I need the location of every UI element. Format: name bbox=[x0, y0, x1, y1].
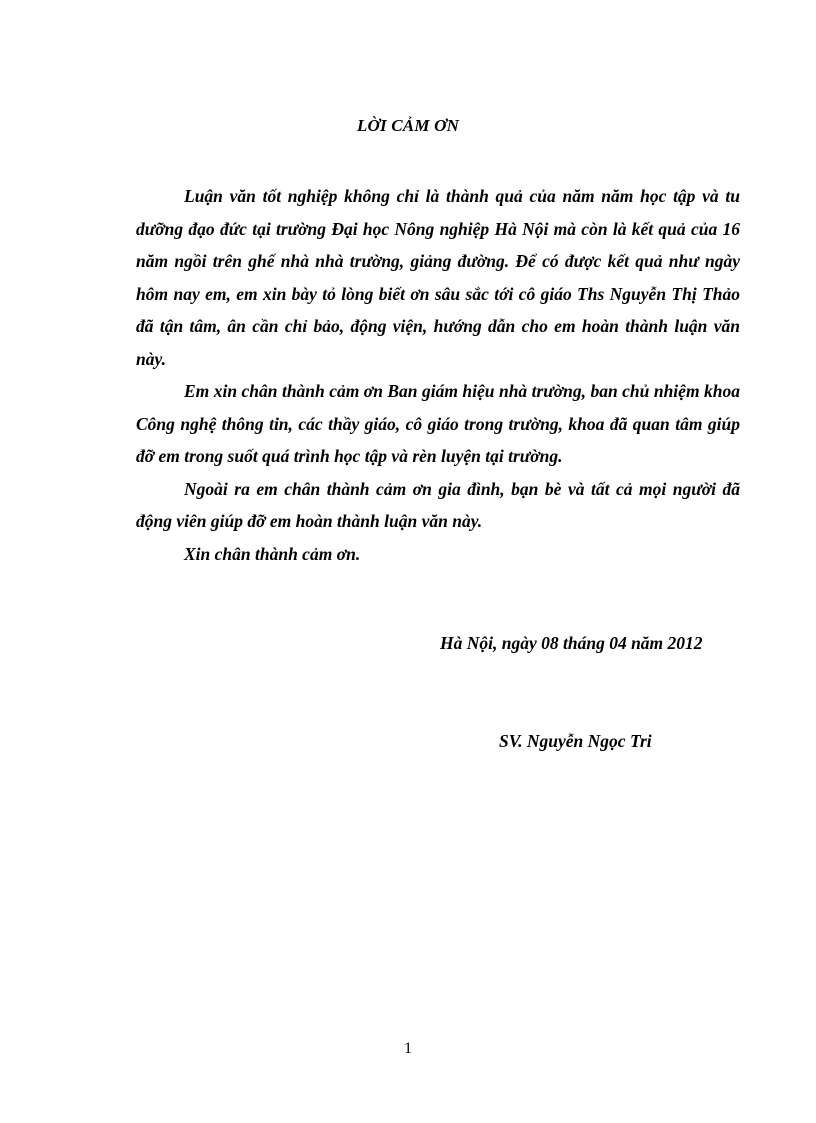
paragraph-4: Xin chân thành cảm ơn. bbox=[184, 543, 361, 564]
acknowledgement-body bbox=[136, 180, 740, 570]
paragraph-3: Ngoài ra em chân thành cảm ơn gia đình, bạn bè và tất cả mọi người đã động viên giúp đỡ em hoàn thành luận văn này. bbox=[136, 478, 740, 531]
page-number: 1 bbox=[404, 1040, 412, 1057]
date-line: Hà Nội, ngày 08 tháng 04 năm 2012 bbox=[440, 633, 703, 653]
paragraph-1: Luận văn tốt nghiệp không chỉ là thành quả của năm năm học tập và tu dưỡng đạo đức tại trường Đại học Nông nghiệp Hà Nội mà còn là kết quả của 16 năm ngồi trên ghế nhà nhà trường, giảng đường. Để có được kết quả như ngày hôm nay em, em xin bày tỏ lòng biết ơn sâu sắc tới cô giáo Ths Nguyễn Thị Thảo đã tận tâm, ân cần chỉ bảo, động viện, hướng dẫn cho em hoàn thành luận văn này. bbox=[136, 186, 740, 369]
paragraph-2: Em xin chân thành cảm ơn Ban giám hiệu nhà trường, ban chủ nhiệm khoa Công nghệ thông tin, các thầy giáo, cô giáo trong trường, khoa đã quan tâm giúp đỡ em trong suốt quá trình học tập và rèn luyện tại trường. bbox=[136, 381, 740, 466]
signature: SV. Nguyễn Ngọc Tri bbox=[499, 731, 652, 751]
page-title: LỜI CẢM ƠN bbox=[356, 116, 460, 135]
